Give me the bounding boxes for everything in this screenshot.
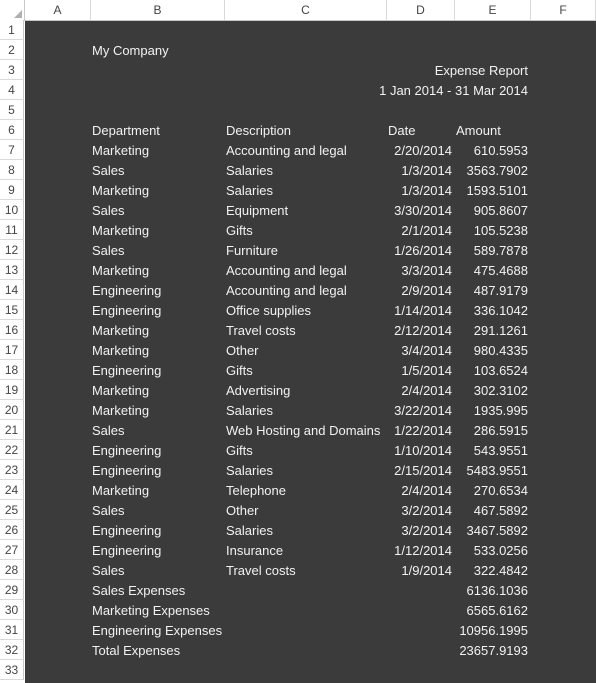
department-cell[interactable]: Sales — [92, 163, 125, 178]
department-cell[interactable]: Engineering — [92, 363, 162, 378]
row-header[interactable]: 31 — [0, 620, 24, 640]
row-header[interactable]: 6 — [0, 120, 24, 140]
date-cell[interactable]: 1/14/2014 — [394, 303, 452, 318]
header-department[interactable]: Department — [92, 123, 160, 138]
description-cell[interactable]: Salaries — [226, 183, 273, 198]
row-header[interactable]: 1 — [0, 20, 24, 40]
department-cell[interactable]: Engineering — [92, 463, 162, 478]
row-header[interactable]: 17 — [0, 340, 24, 360]
department-cell[interactable]: Marketing — [92, 143, 150, 158]
date-cell[interactable]: 3/2/2014 — [401, 503, 452, 518]
amount-cell[interactable]: 533.0256 — [473, 543, 528, 558]
department-cell[interactable]: Engineering — [92, 543, 162, 558]
row-header[interactable]: 4 — [0, 80, 24, 100]
description-cell[interactable]: Equipment — [226, 203, 289, 218]
column-header-c[interactable]: C — [225, 0, 387, 20]
row-header[interactable]: 14 — [0, 280, 24, 300]
total-amount-cell[interactable]: 23657.9193 — [459, 643, 528, 658]
date-cell[interactable]: 1/12/2014 — [394, 543, 452, 558]
row-header[interactable]: 20 — [0, 400, 24, 420]
description-cell[interactable]: Telephone — [226, 483, 286, 498]
row-header[interactable]: 22 — [0, 440, 24, 460]
description-cell[interactable]: Other — [226, 503, 259, 518]
date-cell[interactable]: 1/5/2014 — [401, 363, 452, 378]
date-cell[interactable]: 1/3/2014 — [401, 163, 452, 178]
row-header[interactable]: 11 — [0, 220, 24, 240]
header-amount[interactable]: Amount — [456, 123, 501, 138]
total-label-cell[interactable]: Sales Expenses — [92, 583, 186, 598]
date-cell[interactable]: 2/12/2014 — [394, 323, 452, 338]
row-header[interactable]: 29 — [0, 580, 24, 600]
total-amount-cell[interactable]: 10956.1995 — [459, 623, 528, 638]
total-label-cell[interactable]: Engineering Expenses — [92, 623, 223, 638]
row-header[interactable]: 12 — [0, 240, 24, 260]
amount-cell[interactable]: 1935.995 — [473, 403, 528, 418]
row-header[interactable]: 9 — [0, 180, 24, 200]
department-cell[interactable]: Marketing — [92, 183, 150, 198]
date-cell[interactable]: 2/9/2014 — [401, 283, 452, 298]
row-header[interactable]: 8 — [0, 160, 24, 180]
row-header[interactable]: 21 — [0, 420, 24, 440]
select-all-icon — [14, 10, 22, 18]
amount-cell[interactable]: 291.1261 — [473, 323, 528, 338]
date-cell[interactable]: 3/4/2014 — [401, 343, 452, 358]
description-cell[interactable]: Other — [226, 343, 259, 358]
row-header[interactable]: 23 — [0, 460, 24, 480]
date-cell[interactable]: 1/22/2014 — [394, 423, 452, 438]
date-cell[interactable]: 1/3/2014 — [401, 183, 452, 198]
column-header-a[interactable]: A — [25, 0, 91, 20]
total-label-cell[interactable]: Total Expenses — [92, 643, 181, 658]
total-amount-cell[interactable]: 6136.1036 — [466, 583, 528, 598]
row-header[interactable]: 33 — [0, 660, 24, 680]
description-cell[interactable]: Salaries — [226, 523, 273, 538]
date-cell[interactable]: 3/30/2014 — [394, 203, 452, 218]
date-cell[interactable]: 2/20/2014 — [394, 143, 452, 158]
amount-cell[interactable]: 610.5953 — [473, 143, 528, 158]
row-header[interactable]: 26 — [0, 520, 24, 540]
date-cell[interactable]: 3/22/2014 — [394, 403, 452, 418]
department-cell[interactable]: Marketing — [92, 223, 150, 238]
description-cell[interactable]: Office supplies — [226, 303, 312, 318]
description-cell[interactable]: Travel costs — [226, 323, 296, 338]
amount-cell[interactable]: 475.4688 — [473, 263, 528, 278]
amount-cell[interactable]: 3467.5892 — [466, 523, 528, 538]
amount-cell[interactable]: 905.8607 — [473, 203, 528, 218]
row-header[interactable]: 19 — [0, 380, 24, 400]
department-cell[interactable]: Engineering — [92, 283, 162, 298]
amount-cell[interactable]: 103.6524 — [473, 363, 528, 378]
department-cell[interactable]: Sales — [92, 423, 125, 438]
description-cell[interactable]: Salaries — [226, 403, 273, 418]
column-header-b[interactable]: B — [91, 0, 225, 20]
description-cell[interactable]: Insurance — [226, 543, 284, 558]
row-header[interactable]: 16 — [0, 320, 24, 340]
total-label-cell[interactable]: Marketing Expenses — [92, 603, 210, 618]
description-cell[interactable]: Salaries — [226, 163, 273, 178]
amount-cell[interactable]: 270.6534 — [473, 483, 528, 498]
amount-cell[interactable]: 336.1042 — [473, 303, 528, 318]
description-cell[interactable]: Accounting and legal — [226, 263, 347, 278]
description-cell[interactable]: Accounting and legal — [226, 283, 347, 298]
row-header[interactable]: 32 — [0, 640, 24, 660]
header-date[interactable]: Date — [388, 123, 416, 138]
department-cell[interactable]: Marketing — [92, 263, 150, 278]
description-cell[interactable]: Gifts — [226, 223, 253, 238]
row-header[interactable]: 7 — [0, 140, 24, 160]
report-period-cell[interactable]: 1 Jan 2014 - 31 Mar 2014 — [379, 83, 528, 98]
column-header-e[interactable]: E — [455, 0, 531, 20]
row-header[interactable]: 27 — [0, 540, 24, 560]
amount-cell[interactable]: 589.7878 — [473, 243, 528, 258]
amount-cell[interactable]: 5483.9551 — [466, 463, 528, 478]
select-all-corner[interactable] — [0, 0, 25, 20]
amount-cell[interactable]: 467.5892 — [473, 503, 528, 518]
row-header[interactable]: 18 — [0, 360, 24, 380]
date-cell[interactable]: 3/2/2014 — [401, 523, 452, 538]
description-cell[interactable]: Gifts — [226, 443, 253, 458]
row-header[interactable]: 25 — [0, 500, 24, 520]
description-cell[interactable]: Accounting and legal — [226, 143, 347, 158]
department-cell[interactable]: Engineering — [92, 443, 162, 458]
column-header-f[interactable]: F — [531, 0, 596, 20]
description-cell[interactable]: Furniture — [226, 243, 279, 258]
description-cell[interactable]: Gifts — [226, 363, 253, 378]
date-cell[interactable]: 2/1/2014 — [401, 223, 452, 238]
department-cell[interactable]: Sales — [92, 243, 125, 258]
amount-cell[interactable]: 980.4335 — [473, 343, 528, 358]
department-cell[interactable]: Marketing — [92, 343, 150, 358]
description-cell[interactable]: Salaries — [226, 463, 273, 478]
report-title-cell[interactable]: Expense Report — [434, 63, 528, 78]
row-header[interactable]: 10 — [0, 200, 24, 220]
date-cell[interactable]: 1/9/2014 — [401, 563, 452, 578]
date-cell[interactable]: 1/26/2014 — [394, 243, 452, 258]
row-header[interactable]: 3 — [0, 60, 24, 80]
column-header-bar — [0, 0, 596, 21]
date-cell[interactable]: 2/15/2014 — [394, 463, 452, 478]
department-cell[interactable]: Sales — [92, 503, 125, 518]
row-header[interactable]: 5 — [0, 100, 24, 120]
description-cell[interactable]: Travel costs — [226, 563, 296, 578]
amount-cell[interactable]: 302.3102 — [473, 383, 528, 398]
row-header[interactable]: 24 — [0, 480, 24, 500]
row-header[interactable]: 30 — [0, 600, 24, 620]
header-description[interactable]: Description — [226, 123, 292, 138]
description-cell[interactable]: Advertising — [226, 383, 291, 398]
amount-cell[interactable]: 487.9179 — [473, 283, 528, 298]
description-cell[interactable]: Web Hosting and Domains — [226, 423, 381, 438]
amount-cell[interactable]: 1593.5101 — [466, 183, 528, 198]
cell-grid[interactable] — [25, 21, 596, 683]
amount-cell[interactable]: 3563.7902 — [466, 163, 528, 178]
department-cell[interactable]: Sales — [92, 563, 125, 578]
department-cell[interactable]: Engineering — [92, 523, 162, 538]
row-header[interactable]: 15 — [0, 300, 24, 320]
department-cell[interactable]: Sales — [92, 203, 125, 218]
total-amount-cell[interactable]: 6565.6162 — [466, 603, 528, 618]
amount-cell[interactable]: 322.4842 — [473, 563, 528, 578]
department-cell[interactable]: Marketing — [92, 403, 150, 418]
amount-cell[interactable]: 543.9551 — [473, 443, 528, 458]
department-cell[interactable]: Engineering — [92, 303, 162, 318]
date-cell[interactable]: 2/4/2014 — [401, 483, 452, 498]
amount-cell[interactable]: 286.5915 — [473, 423, 528, 438]
date-cell[interactable]: 1/10/2014 — [394, 443, 452, 458]
row-header[interactable]: 13 — [0, 260, 24, 280]
department-cell[interactable]: Marketing — [92, 483, 150, 498]
department-cell[interactable]: Marketing — [92, 383, 150, 398]
column-header-d[interactable]: D — [387, 0, 455, 20]
row-header[interactable]: 28 — [0, 560, 24, 580]
department-cell[interactable]: Marketing — [92, 323, 150, 338]
amount-cell[interactable]: 105.5238 — [473, 223, 528, 238]
company-name-cell[interactable]: My Company — [92, 43, 169, 58]
date-cell[interactable]: 2/4/2014 — [401, 383, 452, 398]
row-header[interactable]: 2 — [0, 40, 24, 60]
date-cell[interactable]: 3/3/2014 — [401, 263, 452, 278]
